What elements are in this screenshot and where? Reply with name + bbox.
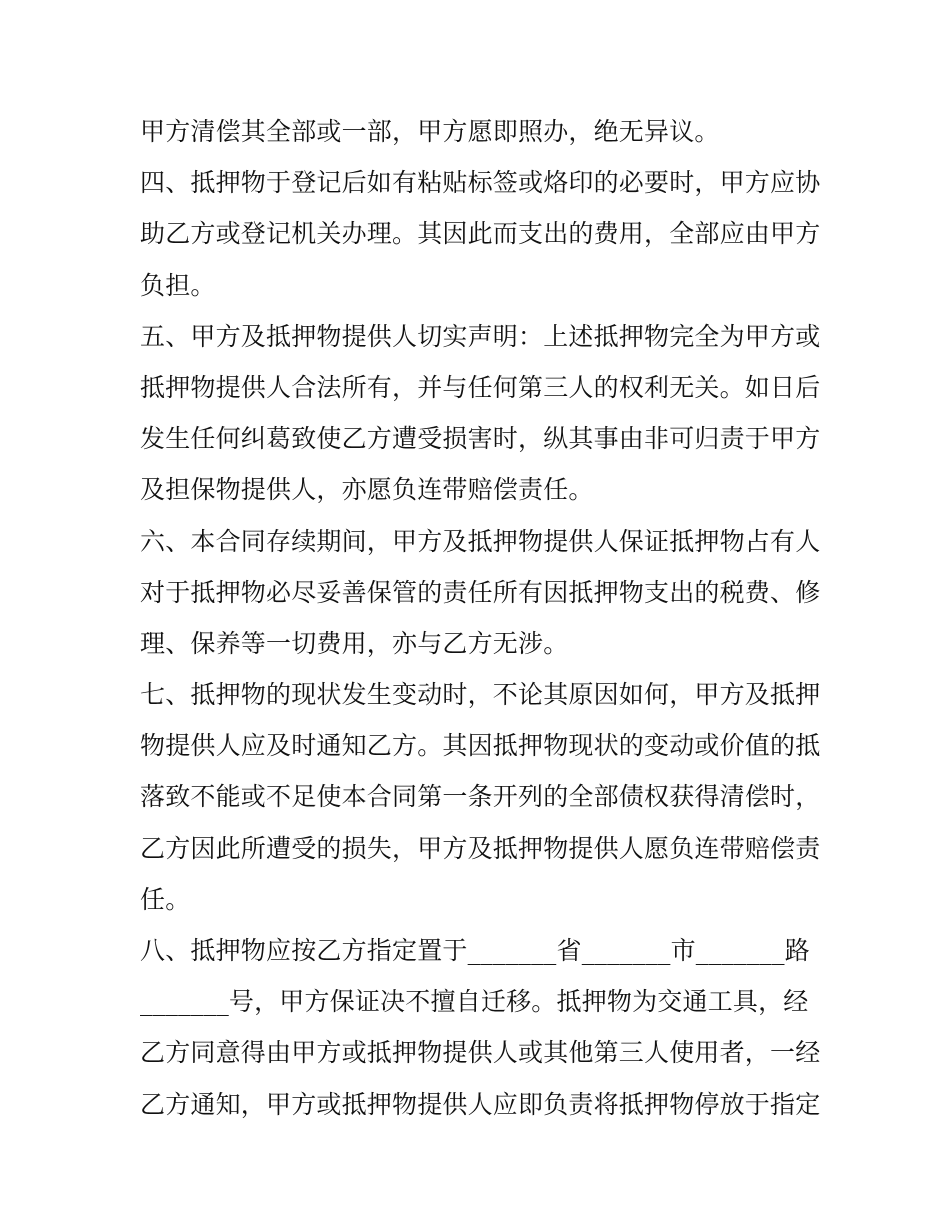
text-line: 对于抵押物必尽妥善保管的责任所有因抵押物支出的税费、修 — [140, 577, 821, 607]
text-line: 六、本合同存续期间，甲方及抵押物提供人保证抵押物占有人 — [140, 526, 821, 556]
text-line: 八、抵押物应按乙方指定置于_______省_______市_______路 — [140, 936, 810, 965]
text-line: 五、甲方及抵押物提供人切实声明：上述抵押物完全为甲方或 — [140, 321, 821, 351]
text-line: 乙方同意得由甲方或抵押物提供人或其他第三人使用者，一经 — [140, 1038, 821, 1068]
text-line: 理、保养等一切费用，亦与乙方无涉。 — [140, 628, 569, 658]
text-line: 乙方因此所遭受的损失，甲方及抵押物提供人愿负连带赔偿责 — [140, 833, 821, 863]
text-line: 抵押物提供人合法所有，并与任何第三人的权利无关。如日后 — [140, 372, 821, 402]
text-line: 四、抵押物于登记后如有粘贴标签或烙印的必要时，甲方应协 — [140, 168, 821, 198]
text-line: 物提供人应及时通知乙方。其因抵押物现状的变动或价值的抵 — [140, 731, 821, 761]
text-line: _______号，甲方保证决不擅自迁移。抵押物为交通工具，经 — [140, 987, 809, 1017]
text-line: 负担。 — [140, 270, 216, 300]
document-body — [140, 106, 820, 1130]
text-line: 甲方清偿其全部或一部，甲方愿即照办，绝无异议。 — [140, 117, 720, 146]
text-line: 乙方通知，甲方或抵押物提供人应即负责将抵押物停放于指定 — [140, 1089, 821, 1119]
text-line: 任。 — [140, 884, 191, 914]
text-line: 助乙方或登记机关办理。其因此而支出的费用，全部应由甲方 — [140, 219, 821, 249]
text-line: 发生任何纠葛致使乙方遭受损害时，纵其事由非可归责于甲方 — [140, 424, 821, 454]
text-line: 七、抵押物的现状发生变动时，不论其原因如何，甲方及抵押 — [140, 680, 821, 710]
text-line: 落致不能或不足使本合同第一条开列的全部债权获得清偿时， — [140, 782, 821, 812]
text-line: 及担保物提供人，亦愿负连带赔偿责任。 — [140, 475, 594, 505]
